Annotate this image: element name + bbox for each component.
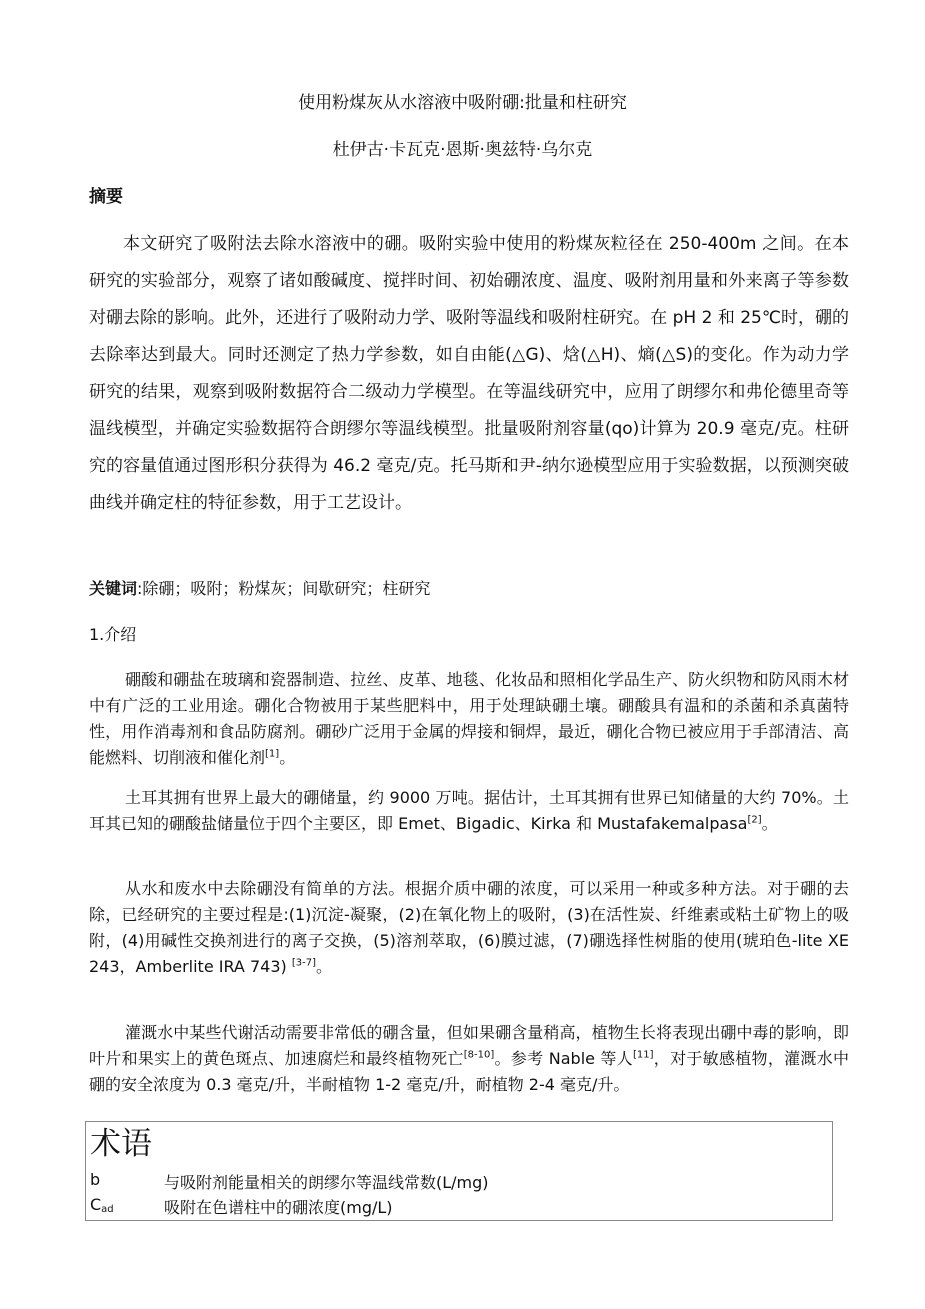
term-description: 与吸附剂能量相关的朗缪尔等温线常数(L/mg) (164, 1173, 489, 1192)
paragraph-4-tail: ，对于敏感植物，灌溉水中硼的安全浓度为 0.3 毫克/升，半耐植物 1-2 毫克/升，耐植物 2-4 毫克/升。 (89, 1049, 849, 1094)
term-symbol (90, 1170, 164, 1193)
paragraph-4-mid: 。参考 Nable 等人 (494, 1049, 633, 1068)
paragraph-1 (89, 667, 849, 771)
abstract-heading: 摘要 (89, 187, 123, 207)
paper-authors: 杜伊古·卡瓦克·恩斯·奥兹特·乌尔克 (332, 140, 593, 160)
paragraph-2 (89, 785, 849, 837)
term-symbol-main: b (90, 1170, 101, 1189)
paragraph-2-tail: 。 (761, 814, 778, 833)
paragraph-4 (89, 1020, 849, 1098)
keywords-text: :除硼；吸附；粉煤灰；间歇研究；柱研究 (137, 579, 431, 598)
term-description: 吸附在色谱柱中的硼浓度(mg/L) (164, 1198, 393, 1217)
paper-title: 使用粉煤灰从水溶液中吸附硼:批量和柱研究 (298, 93, 627, 113)
paragraph-2-text: 土耳其拥有世界上最大的硼储量，约 9000 万吨。据估计，土耳其拥有世界已知储量的大约 70%。土耳其已知的硼酸盐储量位于四个主要区，即 Emet、Bigadic、Kirka 和 Mustafakemalpasa (89, 788, 849, 833)
term-symbol-sub: ad (101, 1204, 114, 1215)
paragraph-3 (89, 876, 849, 980)
citation-5: [11] (632, 1049, 654, 1061)
nomenclature-row (90, 1170, 489, 1193)
citation-4: [8-10] (463, 1049, 495, 1061)
paragraph-1-tail: 。 (279, 748, 296, 767)
citation-1: [1] (265, 748, 280, 760)
nomenclature-box (85, 1121, 833, 1221)
term-symbol (90, 1195, 164, 1218)
keywords (89, 576, 430, 599)
nomenclature-row (90, 1195, 393, 1218)
term-symbol-main: C (90, 1195, 102, 1214)
paragraph-1-text: 硼酸和硼盐在玻璃和瓷器制造、拉丝、皮革、地毯、化妆品和照相化学品生产、防火织物和防风雨木材中有广泛的工业用途。硼化合物被用于某些肥料中，用于处理缺硼土壤。硼酸具有温和的杀菌和杀真菌特性，用作消毒剂和食品防腐剂。硼砂广泛用于金属的焊接和铜焊，最近，硼化合物已被应用于手部清洁、高能燃料、切削液和催化剂 (89, 670, 849, 767)
section-title: 1.介绍 (89, 625, 137, 644)
paragraph-3-tail: 。 (315, 957, 332, 976)
keywords-label: 关键词 (89, 579, 138, 598)
citation-3: [3-7] (291, 957, 316, 969)
nomenclature-heading: 术语 (90, 1126, 152, 1162)
paragraph-3-text: 从水和废水中去除硼没有简单的方法。根据介质中硼的浓度，可以采用一种或多种方法。对于硼的去除，已经研究的主要过程是:(1)沉淀-凝聚，(2)在氧化物上的吸附，(3)在活性炭、纤维素或粘土矿物上的吸附，(4)用碱性交换剂进行的离子交换，(5)溶剂萃取，(6)膜过滤，(7)硼选择性树脂的使用(琥珀色-lite XE 243，Amberlite IRA 743) (89, 879, 849, 976)
paragraph-4-text: 灌溉水中某些代谢活动需要非常低的硼含量，但如果硼含量稍高，植物生长将表现出硼中毒的影响，即叶片和果实上的黄色斑点、加速腐烂和最终植物死亡 (89, 1023, 849, 1068)
citation-2: [2] (747, 814, 762, 826)
abstract-text: 本文研究了吸附法去除水溶液中的硼。吸附实验中使用的粉煤灰粒径在 250-400m 之间。在本研究的实验部分，观察了诸如酸碱度、搅拌时间、初始硼浓度、温度、吸附剂用量和外来离子等参数对硼去除的影响。此外，还进行了吸附动力学、吸附等温线和吸附柱研究。在 pH 2 和 25℃时，硼的去除率达到最大。同时还测定了热力学参数，如自由能(△G)、焓(△H)、熵(△S)的变化。作为动力学研究的结果，观察到吸附数据符合二级动力学模型。在等温线研究中，应用了朗缪尔和弗伦德里奇等温线模型，并确定实验数据符合朗缪尔等温线模型。批量吸附剂容量(qo)计算为 20.9 毫克/克。柱研究的容量值通过图形积分获得为 46.2 毫克/克。托马斯和尹-纳尔逊模型应用于实验数据，以预测突破曲线并确定柱的特征参数，用于工艺设计。 (89, 234, 849, 513)
